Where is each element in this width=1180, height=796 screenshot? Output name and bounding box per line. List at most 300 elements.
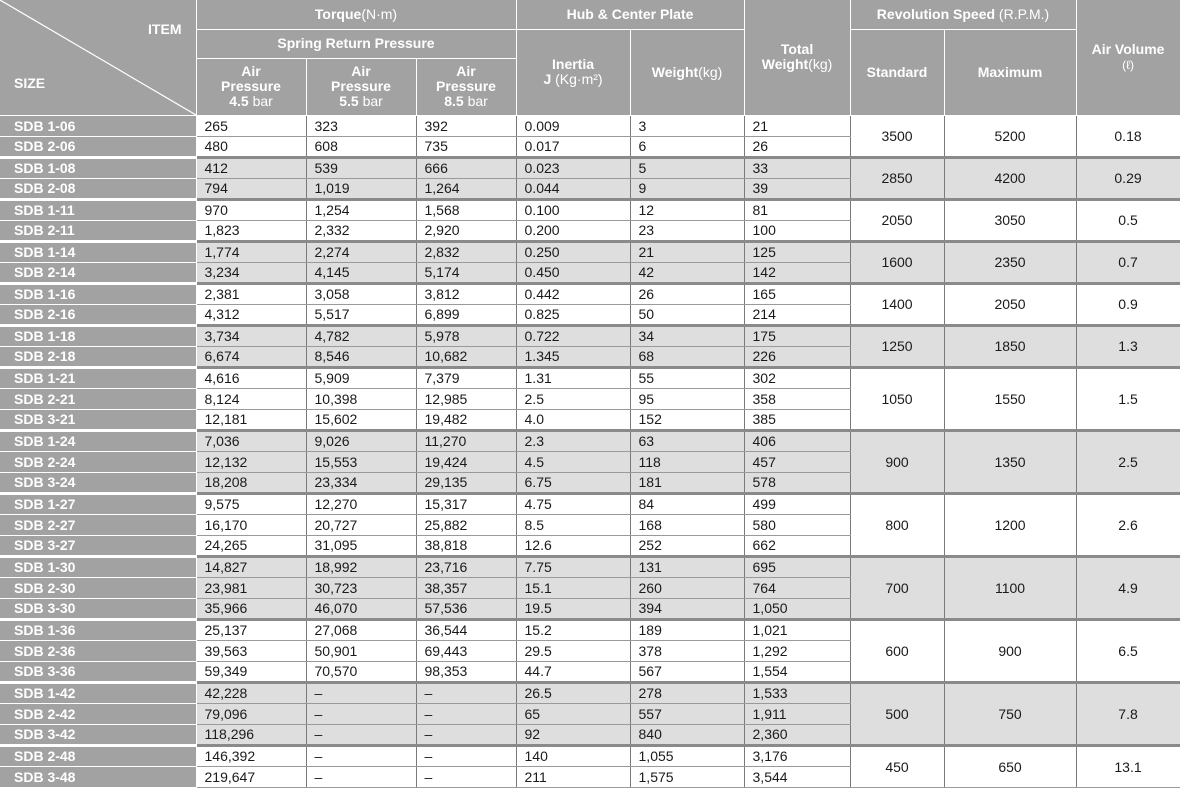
maximum-speed-cell: 3050 (944, 199, 1076, 241)
air-volume-cell: 0.5 (1076, 199, 1180, 241)
hub-header: Hub & Center Plate (516, 0, 744, 29)
torque-4-5-cell: 265 (196, 115, 306, 136)
inertia-cell: 92 (516, 724, 630, 745)
hub-weight-cell: 840 (630, 724, 744, 745)
torque-4-5-cell: 23,981 (196, 577, 306, 598)
maximum-speed-cell: 650 (944, 745, 1076, 787)
inertia-cell: 65 (516, 703, 630, 724)
inertia-cell: 6.75 (516, 472, 630, 493)
hub-weight-cell: 152 (630, 409, 744, 430)
torque-8-5-cell: 12,985 (416, 388, 516, 409)
standard-speed-cell: 900 (850, 430, 944, 493)
hub-weight-cell: 252 (630, 535, 744, 556)
size-cell: SDB 2-14 (0, 262, 196, 283)
torque-4-5-cell: 18,208 (196, 472, 306, 493)
inertia-cell: 4.0 (516, 409, 630, 430)
air-volume-cell: 0.9 (1076, 283, 1180, 325)
total-weight-cell: 578 (744, 472, 850, 493)
total-weight-cell: 406 (744, 430, 850, 451)
pressure-value: 5.5 (339, 93, 359, 109)
hub-weight-cell: 21 (630, 241, 744, 262)
torque-8-5-cell: – (416, 682, 516, 703)
table-row (0, 619, 1180, 640)
torque-8-5-cell: 5,978 (416, 325, 516, 346)
spring-return-header: Spring Return Pressure (196, 29, 516, 58)
size-cell: SDB 3-42 (0, 724, 196, 745)
inertia-cell: 0.825 (516, 304, 630, 325)
torque-5-5-cell: 23,334 (306, 472, 416, 493)
inertia-cell: 0.250 (516, 241, 630, 262)
torque-5-5-cell: 1,254 (306, 199, 416, 220)
hub-weight-cell: 260 (630, 577, 744, 598)
inertia-cell: 1.345 (516, 346, 630, 367)
torque-4-5-cell: 3,734 (196, 325, 306, 346)
size-cell: SDB 1-16 (0, 283, 196, 304)
total-weight-cell: 226 (744, 346, 850, 367)
total-weight-cell: 165 (744, 283, 850, 304)
inertia-cell: 0.200 (516, 220, 630, 241)
torque-8-5-cell: 735 (416, 136, 516, 157)
air-volume-cell: 0.7 (1076, 241, 1180, 283)
table-row (0, 115, 1180, 136)
hub-weight-cell: 84 (630, 493, 744, 514)
torque-label: Torque (314, 5, 362, 22)
torque-unit: (N·m) (361, 5, 398, 22)
inertia-cell: 12.6 (516, 535, 630, 556)
torque-8-5-cell: 25,882 (416, 514, 516, 535)
total-weight-cell: 1,911 (744, 703, 850, 724)
table-row (0, 157, 1180, 178)
torque-4-5-cell: 1,823 (196, 220, 306, 241)
torque-8-5-cell: 15,317 (416, 493, 516, 514)
hub-weight-cell: 278 (630, 682, 744, 703)
size-cell: SDB 1-08 (0, 157, 196, 178)
torque-4-5-cell: 219,647 (196, 766, 306, 787)
total-weight-cell: 3,544 (744, 766, 850, 787)
standard-speed-cell: 2050 (850, 199, 944, 241)
hub-weight-cell: 168 (630, 514, 744, 535)
torque-8-5-cell: 38,357 (416, 577, 516, 598)
torque-5-5-cell: 31,095 (306, 535, 416, 556)
torque-8-5-cell: 666 (416, 157, 516, 178)
torque-5-5-cell: – (306, 724, 416, 745)
torque-8-5-cell: – (416, 766, 516, 787)
size-cell: SDB 1-42 (0, 682, 196, 703)
hub-weight-cell: 131 (630, 556, 744, 577)
size-cell: SDB 1-18 (0, 325, 196, 346)
inertia-cell: 0.450 (516, 262, 630, 283)
size-cell: SDB 1-24 (0, 430, 196, 451)
inertia-cell: 0.023 (516, 157, 630, 178)
air-volume-cell: 0.18 (1076, 115, 1180, 157)
inertia-cell: 211 (516, 766, 630, 787)
maximum-speed-cell: 1850 (944, 325, 1076, 367)
size-cell: SDB 2-27 (0, 514, 196, 535)
table-row (0, 283, 1180, 304)
total-word: Total (780, 41, 814, 58)
hub-weight-cell: 189 (630, 619, 744, 640)
inertia-unit: (Kg·m²) (555, 71, 603, 87)
hub-weight-cell: 63 (630, 430, 744, 451)
standard-speed-cell: 800 (850, 493, 944, 556)
maximum-speed-cell: 1200 (944, 493, 1076, 556)
revolution-label: Revolution Speed (876, 5, 996, 22)
torque-5-5-cell: 3,058 (306, 283, 416, 304)
torque-5-5-cell: 9,026 (306, 430, 416, 451)
torque-8-5-cell: 69,443 (416, 640, 516, 661)
hub-weight-cell: 118 (630, 451, 744, 472)
air-volume-header (1076, 0, 1180, 115)
air-volume-cell: 1.5 (1076, 367, 1180, 430)
item-label: ITEM (148, 21, 182, 37)
inertia-cell: 2.5 (516, 388, 630, 409)
maximum-speed-cell: 1550 (944, 367, 1076, 430)
torque-8-5-cell: 36,544 (416, 619, 516, 640)
maximum-speed-cell: 900 (944, 619, 1076, 682)
inertia-cell: 0.722 (516, 325, 630, 346)
torque-5-5-cell: 27,068 (306, 619, 416, 640)
total-weight-cell: 1,050 (744, 598, 850, 619)
pressure-header-1 (196, 58, 306, 115)
maximum-speed-cell: 5200 (944, 115, 1076, 157)
size-cell: SDB 3-24 (0, 472, 196, 493)
torque-5-5-cell: 15,553 (306, 451, 416, 472)
standard-speed-cell: 1400 (850, 283, 944, 325)
maximum-header: Maximum (944, 29, 1076, 115)
torque-4-5-cell: 118,296 (196, 724, 306, 745)
torque-5-5-cell: 18,992 (306, 556, 416, 577)
inertia-cell: 0.044 (516, 178, 630, 199)
inertia-cell: 26.5 (516, 682, 630, 703)
torque-5-5-cell: 5,909 (306, 367, 416, 388)
pressure-value: 8.5 (444, 93, 464, 109)
torque-5-5-cell: – (306, 703, 416, 724)
hub-weight-cell: 12 (630, 199, 744, 220)
inertia-cell: 0.009 (516, 115, 630, 136)
torque-5-5-cell: 70,570 (306, 661, 416, 682)
diagonal-divider (0, 0, 196, 115)
torque-4-5-cell: 146,392 (196, 745, 306, 766)
table-row (0, 241, 1180, 262)
torque-5-5-cell: 608 (306, 136, 416, 157)
table-row (0, 745, 1180, 766)
hub-weight-cell: 5 (630, 157, 744, 178)
hub-weight-cell: 567 (630, 661, 744, 682)
table-body (0, 115, 1180, 787)
inertia-cell: 1.31 (516, 367, 630, 388)
torque-8-5-cell: – (416, 745, 516, 766)
torque-4-5-cell: 3,234 (196, 262, 306, 283)
pressure-header-3 (416, 58, 516, 115)
size-cell: SDB 2-36 (0, 640, 196, 661)
torque-8-5-cell: 11,270 (416, 430, 516, 451)
torque-8-5-cell: – (416, 724, 516, 745)
torque-8-5-cell: 7,379 (416, 367, 516, 388)
table-row (0, 325, 1180, 346)
hub-weight-cell: 378 (630, 640, 744, 661)
air-volume-cell: 7.8 (1076, 682, 1180, 745)
standard-speed-cell: 1050 (850, 367, 944, 430)
torque-5-5-cell: 8,546 (306, 346, 416, 367)
torque-8-5-cell: 5,174 (416, 262, 516, 283)
standard-speed-cell: 1600 (850, 241, 944, 283)
inertia-cell: 2.3 (516, 430, 630, 451)
total-weight-cell: 1,554 (744, 661, 850, 682)
torque-4-5-cell: 25,137 (196, 619, 306, 640)
total-weight-cell: 39 (744, 178, 850, 199)
bar-unit: bar (467, 93, 488, 109)
total-weight-cell: 302 (744, 367, 850, 388)
hub-weight-cell: 50 (630, 304, 744, 325)
torque-5-5-cell: – (306, 745, 416, 766)
torque-5-5-cell: 4,782 (306, 325, 416, 346)
inertia-symbol: J (543, 71, 552, 87)
maximum-speed-cell: 1100 (944, 556, 1076, 619)
hub-weight-cell: 68 (630, 346, 744, 367)
size-cell: SDB 1-14 (0, 241, 196, 262)
hub-weight-cell: 55 (630, 367, 744, 388)
size-cell: SDB 2-18 (0, 346, 196, 367)
torque-5-5-cell: 2,274 (306, 241, 416, 262)
standard-speed-cell: 450 (850, 745, 944, 787)
inertia-header (516, 29, 630, 115)
torque-8-5-cell: 98,353 (416, 661, 516, 682)
hub-weight-header (630, 29, 744, 115)
hub-weight-word: Weight (651, 63, 699, 80)
total-weight-cell: 457 (744, 451, 850, 472)
torque-4-5-cell: 480 (196, 136, 306, 157)
size-cell: SDB 2-08 (0, 178, 196, 199)
torque-4-5-cell: 4,616 (196, 367, 306, 388)
pressure-word: Pressure (221, 78, 281, 94)
size-cell: SDB 1-27 (0, 493, 196, 514)
torque-5-5-cell: 12,270 (306, 493, 416, 514)
torque-8-5-cell: 57,536 (416, 598, 516, 619)
total-weight-cell: 81 (744, 199, 850, 220)
inertia-cell: 0.017 (516, 136, 630, 157)
total-weight-cell: 21 (744, 115, 850, 136)
standard-speed-cell: 1250 (850, 325, 944, 367)
total-weight-cell: 580 (744, 514, 850, 535)
torque-8-5-cell: 2,920 (416, 220, 516, 241)
table-row (0, 367, 1180, 388)
torque-4-5-cell: 412 (196, 157, 306, 178)
torque-5-5-cell: 50,901 (306, 640, 416, 661)
standard-speed-cell: 3500 (850, 115, 944, 157)
table-row (0, 493, 1180, 514)
total-weight-header (744, 0, 850, 115)
table-row (0, 430, 1180, 451)
pressure-word: Pressure (436, 78, 496, 94)
torque-4-5-cell: 42,228 (196, 682, 306, 703)
pressure-word: Pressure (331, 78, 391, 94)
total-weight-cell: 764 (744, 577, 850, 598)
size-cell: SDB 1-11 (0, 199, 196, 220)
hub-weight-cell: 42 (630, 262, 744, 283)
hub-weight-cell: 557 (630, 703, 744, 724)
torque-5-5-cell: 5,517 (306, 304, 416, 325)
torque-8-5-cell: 23,716 (416, 556, 516, 577)
torque-4-5-cell: 9,575 (196, 493, 306, 514)
hub-weight-cell: 26 (630, 283, 744, 304)
total-weight-cell: 175 (744, 325, 850, 346)
torque-4-5-cell: 16,170 (196, 514, 306, 535)
torque-5-5-cell: 46,070 (306, 598, 416, 619)
torque-8-5-cell: 6,899 (416, 304, 516, 325)
bar-unit: bar (362, 93, 383, 109)
torque-8-5-cell: 3,812 (416, 283, 516, 304)
total-weight-cell: 3,176 (744, 745, 850, 766)
size-cell: SDB 2-42 (0, 703, 196, 724)
air-volume-cell: 13.1 (1076, 745, 1180, 787)
torque-4-5-cell: 59,349 (196, 661, 306, 682)
torque-5-5-cell: 15,602 (306, 409, 416, 430)
inertia-cell: 0.442 (516, 283, 630, 304)
inertia-cell: 7.75 (516, 556, 630, 577)
size-cell: SDB 2-06 (0, 136, 196, 157)
total-weight-cell: 26 (744, 136, 850, 157)
hub-weight-cell: 3 (630, 115, 744, 136)
standard-speed-cell: 500 (850, 682, 944, 745)
total-weight-cell: 100 (744, 220, 850, 241)
maximum-speed-cell: 4200 (944, 157, 1076, 199)
torque-8-5-cell: 2,832 (416, 241, 516, 262)
air-volume-cell: 2.6 (1076, 493, 1180, 556)
torque-8-5-cell: 1,568 (416, 199, 516, 220)
inertia-cell: 8.5 (516, 514, 630, 535)
total-weight-cell: 385 (744, 409, 850, 430)
air-volume-unit: (ℓ) (1122, 57, 1134, 72)
maximum-speed-cell: 1350 (944, 430, 1076, 493)
torque-8-5-cell: 29,135 (416, 472, 516, 493)
hub-weight-cell: 95 (630, 388, 744, 409)
table-row (0, 556, 1180, 577)
pressure-value: 4.5 (229, 93, 249, 109)
total-weight-cell: 499 (744, 493, 850, 514)
torque-5-5-cell: 4,145 (306, 262, 416, 283)
total-weight-cell: 142 (744, 262, 850, 283)
standard-speed-cell: 700 (850, 556, 944, 619)
size-cell: SDB 2-16 (0, 304, 196, 325)
torque-4-5-cell: 970 (196, 199, 306, 220)
total-weight-cell: 125 (744, 241, 850, 262)
air-volume-cell: 4.9 (1076, 556, 1180, 619)
torque-5-5-cell: – (306, 682, 416, 703)
torque-5-5-cell: – (306, 766, 416, 787)
total-weight-cell: 33 (744, 157, 850, 178)
size-cell: SDB 2-24 (0, 451, 196, 472)
size-cell: SDB 2-21 (0, 388, 196, 409)
torque-4-5-cell: 24,265 (196, 535, 306, 556)
inertia-cell: 4.5 (516, 451, 630, 472)
size-cell: SDB 3-21 (0, 409, 196, 430)
inertia-cell: 15.1 (516, 577, 630, 598)
torque-5-5-cell: 1,019 (306, 178, 416, 199)
torque-8-5-cell: 392 (416, 115, 516, 136)
size-label: SIZE (14, 74, 46, 91)
size-cell: SDB 3-30 (0, 598, 196, 619)
torque-5-5-cell: 20,727 (306, 514, 416, 535)
torque-4-5-cell: 794 (196, 178, 306, 199)
inertia-cell: 15.2 (516, 619, 630, 640)
hub-weight-cell: 1,575 (630, 766, 744, 787)
inertia-cell: 0.100 (516, 199, 630, 220)
torque-4-5-cell: 1,774 (196, 241, 306, 262)
size-cell: SDB 2-48 (0, 745, 196, 766)
total-weight-cell: 2,360 (744, 724, 850, 745)
inertia-word: Inertia (552, 56, 595, 72)
size-cell: SDB 2-30 (0, 577, 196, 598)
size-cell: SDB 3-27 (0, 535, 196, 556)
inertia-cell: 140 (516, 745, 630, 766)
revolution-unit: (R.P.M.) (998, 5, 1050, 22)
torque-5-5-cell: 539 (306, 157, 416, 178)
table-row (0, 682, 1180, 703)
table-row (0, 199, 1180, 220)
torque-4-5-cell: 35,966 (196, 598, 306, 619)
air-volume-cell: 6.5 (1076, 619, 1180, 682)
size-cell: SDB 3-48 (0, 766, 196, 787)
hub-weight-cell: 1,055 (630, 745, 744, 766)
total-weight-cell: 662 (744, 535, 850, 556)
total-weight-cell: 214 (744, 304, 850, 325)
torque-5-5-cell: 30,723 (306, 577, 416, 598)
hub-weight-cell: 394 (630, 598, 744, 619)
standard-speed-cell: 600 (850, 619, 944, 682)
table-header (0, 0, 1180, 115)
maximum-speed-cell: 750 (944, 682, 1076, 745)
torque-8-5-cell: 19,424 (416, 451, 516, 472)
torque-4-5-cell: 2,381 (196, 283, 306, 304)
size-cell: SDB 1-21 (0, 367, 196, 388)
item-size-header (0, 0, 196, 115)
total-weight-cell: 358 (744, 388, 850, 409)
total-weight-cell: 1,533 (744, 682, 850, 703)
size-cell: SDB 1-30 (0, 556, 196, 577)
torque-5-5-cell: 323 (306, 115, 416, 136)
air-word: Air (456, 63, 476, 79)
bar-unit: bar (252, 93, 273, 109)
torque-5-5-cell: 2,332 (306, 220, 416, 241)
torque-4-5-cell: 79,096 (196, 703, 306, 724)
size-cell: SDB 3-36 (0, 661, 196, 682)
total-weight-unit: (kg) (808, 56, 833, 73)
hub-weight-cell: 34 (630, 325, 744, 346)
standard-speed-cell: 2850 (850, 157, 944, 199)
hub-weight-cell: 181 (630, 472, 744, 493)
torque-4-5-cell: 39,563 (196, 640, 306, 661)
air-volume-cell: 2.5 (1076, 430, 1180, 493)
hub-weight-cell: 6 (630, 136, 744, 157)
torque-8-5-cell: – (416, 703, 516, 724)
inertia-cell: 19.5 (516, 598, 630, 619)
torque-4-5-cell: 8,124 (196, 388, 306, 409)
torque-header (196, 0, 516, 29)
hub-weight-cell: 9 (630, 178, 744, 199)
total-weight-word: Weight (761, 56, 809, 73)
torque-4-5-cell: 12,181 (196, 409, 306, 430)
air-word: Air (351, 63, 371, 79)
inertia-cell: 44.7 (516, 661, 630, 682)
maximum-speed-cell: 2350 (944, 241, 1076, 283)
size-cell: SDB 2-11 (0, 220, 196, 241)
torque-4-5-cell: 4,312 (196, 304, 306, 325)
torque-4-5-cell: 12,132 (196, 451, 306, 472)
air-word: Air (241, 63, 261, 79)
maximum-speed-cell: 2050 (944, 283, 1076, 325)
torque-5-5-cell: 10,398 (306, 388, 416, 409)
total-weight-cell: 695 (744, 556, 850, 577)
